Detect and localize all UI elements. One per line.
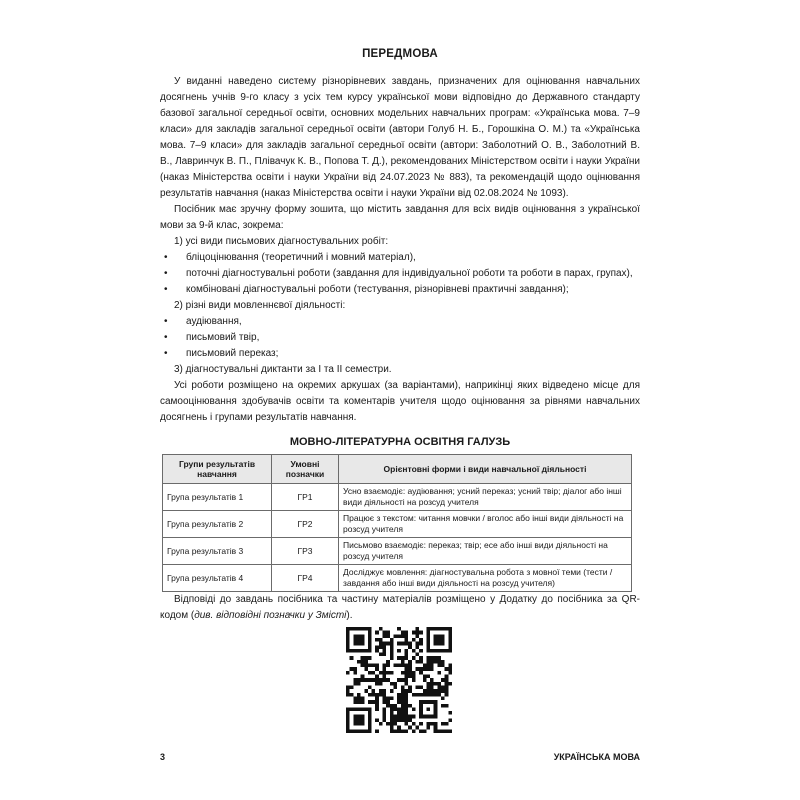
table-cell: ГР1 xyxy=(272,484,339,511)
bullet-icon: • xyxy=(164,252,168,263)
table-cell: Письмово взаємодіє: переказ; твір; есе або інші види діяльності на розсуд учителя xyxy=(339,538,632,565)
list-item-3: 3) діагностувальні диктанти за І та ІІ семестри. xyxy=(174,364,392,375)
list-item-1: 1) усі види письмових діагностувальних робіт: xyxy=(174,236,389,247)
table-header: Групи результатів навчання xyxy=(163,455,272,484)
works-paragraph: Усі роботи розміщено на окремих аркушах (за варіантами), наприкінці яких відведено місце для самооцінювання здобувачів освіти та коментарів учителя щодо оцінювання за рівнями навчальних досягнень і групами результатів навчання. xyxy=(160,380,640,423)
results-table xyxy=(162,454,632,592)
list-bullet: • бліцоцінювання (теоретичний і мовний матеріал), xyxy=(160,250,640,266)
table-cell: Досліджує мовлення: діагностувальна робота з мовної теми (тести / завдання або інші види діяльності на розсуд учителя) xyxy=(339,565,632,592)
table-cell: ГР3 xyxy=(272,538,339,565)
bullet-icon: • xyxy=(164,316,168,327)
bullet-icon: • xyxy=(164,332,168,343)
table-row xyxy=(163,538,632,565)
answers-paragraph: Відповіді до завдань посібника та частину матеріалів розміщено у Додатку до посібника за QR-кодом (див. відповідні позначки у Змісті). xyxy=(160,594,640,621)
table-cell: Група результатів 1 xyxy=(163,484,272,511)
table-cell: Група результатів 4 xyxy=(163,565,272,592)
list-bullet: • комбіновані діагностувальні роботи (тестування, різнорівневі практичні завдання); xyxy=(160,282,640,298)
table-cell: Група результатів 3 xyxy=(163,538,272,565)
table-cell: Група результатів 2 xyxy=(163,511,272,538)
list-item-2: 2) різні види мовленнєвої діяльності: xyxy=(174,300,346,311)
table-row xyxy=(163,565,632,592)
table-cell: Усно взаємодіє: аудіювання; усний переказ; усний твір; діалог або інші види діяльності на розсуд учителя xyxy=(339,484,632,511)
list-bullet: • письмовий переказ; xyxy=(160,346,640,362)
list-bullet: • аудіювання, xyxy=(160,314,640,330)
bullet-icon: • xyxy=(164,284,168,295)
section-title: МОВНО-ЛІТЕРАТУРНА ОСВІТНЯ ГАЛУЗЬ xyxy=(289,436,511,448)
page-number: 3 xyxy=(160,752,166,762)
table-cell: ГР4 xyxy=(272,565,339,592)
bullet-icon: • xyxy=(164,348,168,359)
table-header: Орієнтовні форми і види навчальної діяльності xyxy=(339,455,632,484)
page-content xyxy=(160,48,640,624)
table-cell: ГР2 xyxy=(272,511,339,538)
table-row xyxy=(163,484,632,511)
table-header: Умовні позначки xyxy=(272,455,339,484)
intro-paragraph: У виданні наведено систему різнорівневих завдань, призначених для оцінювання навчальних досягнень учнів 9-го класу з усіх тем курсу української мови відповідно до Державного стандарту базової загальної середньої освіти, основних модельних навчальних програм: «Українська мова. 7–9 класи» для закладів загальної середньої освіти (автори Голуб Н. Б., Горошкіна О. М.) та «Українська мова. 7–9 класи» для закладів загальної середньої освіти (автори: Заболотний О. В., Заболотний В. В., Лавринчук В. П., Плівачук К. В., Попова Т. Д.), рекомендованих Міністерством освіти і науки України (наказ Міністерства освіти і науки України від 24.07.2023 № 883), та рекомендацій щодо оцінювання результатів навчання (наказ Міністерства освіти і науки України від 02.08.2024 № 1093). xyxy=(160,76,640,199)
list-bullet: • поточні діагностувальні роботи (завдання для індивідуальної роботи та роботи в парах, групах), xyxy=(160,266,640,282)
bullet-icon: • xyxy=(164,268,168,279)
list-bullet: • письмовий твір, xyxy=(160,330,640,346)
table-row xyxy=(163,511,632,538)
table-cell: Працює з текстом: читання мовчки / вголос або інші види діяльності на розсуд учителя xyxy=(339,511,632,538)
subject-label: УКРАЇНСЬКА МОВА xyxy=(553,752,640,762)
form-paragraph: Посібник має зручну форму зошита, що містить завдання для всіх видів оцінювання з української мови за 9-й клас, зокрема: xyxy=(160,204,640,231)
qr-code-icon[interactable] xyxy=(346,627,452,733)
page-title: ПЕРЕДМОВА xyxy=(362,48,438,60)
